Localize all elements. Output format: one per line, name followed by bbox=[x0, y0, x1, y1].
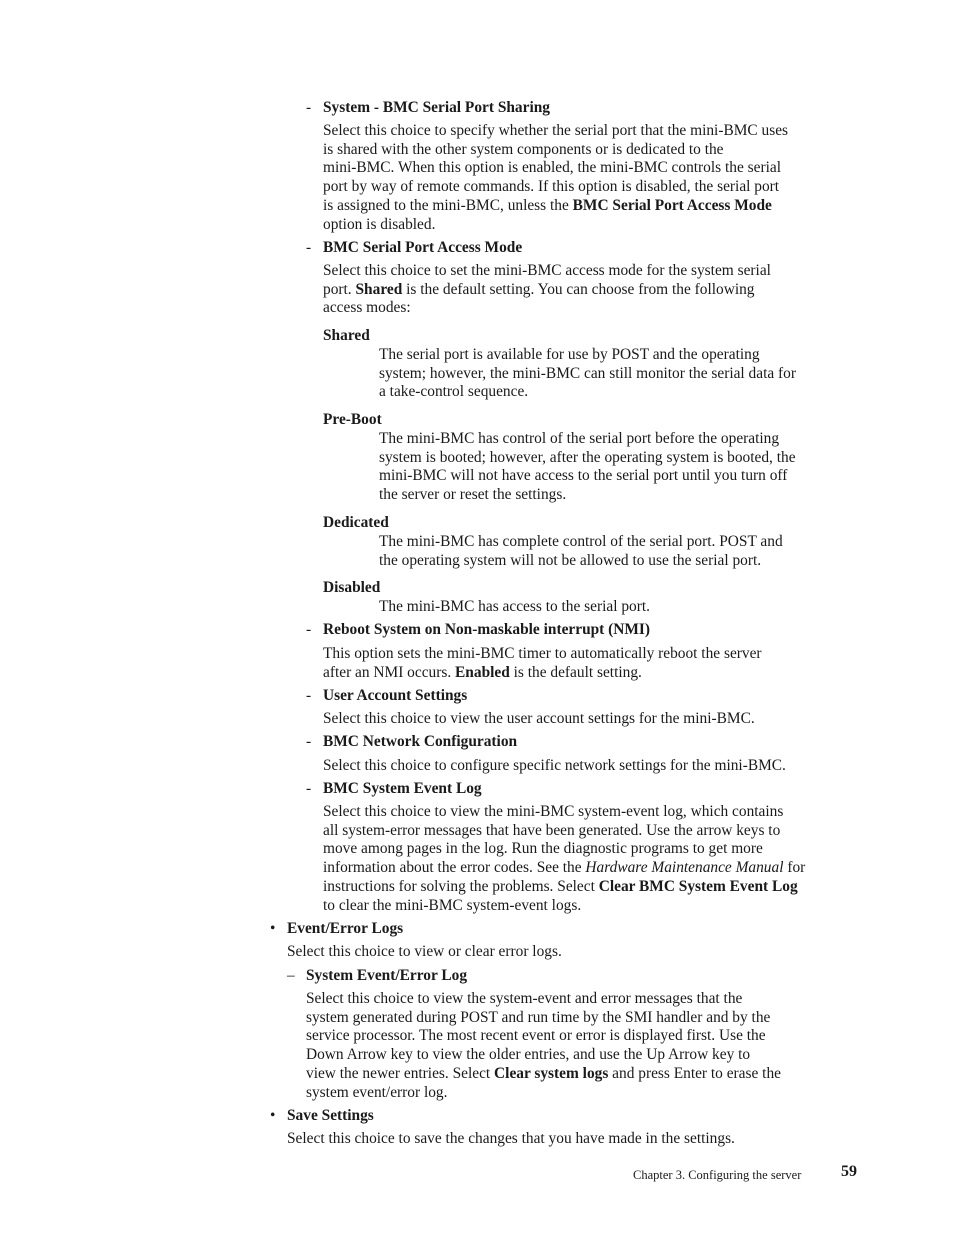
text-line: The mini-BMC has control of the serial port before the operating bbox=[379, 430, 780, 447]
text-line: to clear the mini-BMC system-event logs. bbox=[323, 896, 582, 914]
paragraph-user-account-settings bbox=[323, 710, 755, 729]
text-line bbox=[323, 197, 788, 216]
text-line: all system-error messages that have been generated. Use the arrow keys to bbox=[323, 821, 781, 839]
heading-save-settings: Save Settings bbox=[287, 1107, 374, 1124]
text-line: move among pages in the log. Run the diagnostic programs to get more bbox=[323, 840, 763, 858]
text-line: The mini-BMC has complete control of the serial port. POST and bbox=[379, 533, 783, 550]
bold-term: Clear system logs bbox=[494, 1064, 609, 1082]
italic-manual-title: Hardware Maintenance Manual bbox=[585, 859, 784, 877]
text-line: system generated during POST and run time by the SMI handler and by the bbox=[306, 1008, 771, 1026]
text-run: is assigned to the mini-BMC, unless the bbox=[323, 196, 573, 214]
text-line: Select this choice to view the user account settings for the mini-BMC. bbox=[323, 710, 755, 727]
dash-marker: - bbox=[306, 239, 312, 256]
text-line: a take-control sequence. bbox=[379, 383, 529, 401]
text-run: after an NMI occurs. bbox=[323, 663, 456, 681]
en-dash-marker: – bbox=[287, 967, 295, 984]
text-run: for bbox=[783, 859, 806, 877]
text-line: mini-BMC will not have access to the serial port until you turn off bbox=[379, 467, 788, 485]
text-line: Select this choice to view or clear error logs. bbox=[287, 943, 562, 960]
heading-access-mode: BMC Serial Port Access Mode bbox=[323, 239, 523, 256]
text-line bbox=[323, 664, 762, 683]
text-run: is the default setting. bbox=[509, 663, 642, 681]
text-line: option is disabled. bbox=[323, 215, 436, 233]
term-pre-boot: Pre-Boot bbox=[323, 411, 382, 428]
text-run: port. bbox=[323, 280, 356, 298]
paragraph-event-error-logs bbox=[287, 943, 562, 962]
dash-marker: - bbox=[306, 99, 312, 116]
dash-marker: - bbox=[306, 733, 312, 750]
text-run: information about the error codes. See the bbox=[323, 859, 586, 877]
text-line: Select this choice to save the changes that you have made in the settings. bbox=[287, 1130, 735, 1147]
page-number: 59 bbox=[841, 1163, 857, 1180]
dash-marker: - bbox=[306, 687, 312, 704]
text-run: and press Enter to erase the bbox=[608, 1064, 781, 1082]
bold-term: Shared bbox=[355, 280, 403, 298]
text-line: the server or reset the settings. bbox=[379, 486, 567, 504]
text-line: Select this choice to specify whether the serial port that the mini-BMC uses bbox=[323, 122, 789, 139]
term-disabled: Disabled bbox=[323, 579, 381, 596]
text-line: system event/error log. bbox=[306, 1083, 448, 1101]
text-line: system is booted; however, after the operating system is booted, the bbox=[379, 448, 796, 466]
paragraph-system-event-error-log bbox=[306, 990, 781, 1102]
heading-bmc-system-event-log: BMC System Event Log bbox=[323, 780, 482, 797]
text-line: port by way of remote commands. If this option is disabled, the serial port bbox=[323, 178, 780, 196]
text-line: This option sets the mini-BMC timer to automatically reboot the server bbox=[323, 645, 762, 662]
paragraph-bmc-serial-port-sharing bbox=[323, 122, 788, 234]
heading-bmc-network-configuration: BMC Network Configuration bbox=[323, 733, 518, 750]
heading-event-error-logs: Event/Error Logs bbox=[287, 920, 404, 937]
bullet-marker: • bbox=[270, 920, 276, 937]
text-run: instructions for solving the problems. Select bbox=[323, 877, 599, 895]
text-line bbox=[306, 1065, 781, 1084]
paragraph-access-mode bbox=[323, 262, 771, 318]
text-line: Down Arrow key to view the older entries, and use the Up Arrow key to bbox=[306, 1046, 751, 1064]
text-line: system; however, the mini-BMC can still monitor the serial data for bbox=[379, 364, 796, 382]
text-line bbox=[323, 878, 805, 897]
text-line: service processor. The most recent event or error is displayed first. Use the bbox=[306, 1027, 766, 1045]
definition-pre-boot bbox=[379, 430, 796, 505]
dash-marker: - bbox=[306, 780, 312, 797]
text-run: view the newer entries. Select bbox=[306, 1064, 495, 1082]
paragraph-save-settings bbox=[287, 1130, 735, 1149]
text-run: is the default setting. You can choose from the following bbox=[402, 280, 755, 298]
text-line: mini-BMC. When this option is enabled, the mini-BMC controls the serial bbox=[323, 159, 781, 177]
definition-dedicated bbox=[379, 533, 783, 570]
text-line bbox=[323, 859, 805, 878]
dash-marker: - bbox=[306, 621, 312, 638]
heading-reboot-nmi: Reboot System on Non-maskable interrupt (NMI) bbox=[323, 621, 651, 638]
bold-term: Clear BMC System Event Log bbox=[598, 877, 798, 895]
text-line: The serial port is available for use by POST and the operating bbox=[379, 346, 760, 363]
paragraph-bmc-network-configuration bbox=[323, 757, 786, 776]
definition-shared bbox=[379, 346, 796, 402]
text-line: access modes: bbox=[323, 299, 411, 317]
heading-system-event-error-log: System Event/Error Log bbox=[306, 967, 468, 984]
bold-term: Enabled bbox=[455, 663, 510, 681]
footer-chapter-title: Chapter 3. Configuring the server bbox=[633, 1168, 802, 1182]
text-line bbox=[323, 281, 771, 300]
definition-disabled bbox=[379, 598, 650, 617]
term-dedicated: Dedicated bbox=[323, 514, 389, 531]
text-line: Select this choice to configure specific network settings for the mini-BMC. bbox=[323, 757, 786, 774]
text-line: is shared with the other system components or is dedicated to the bbox=[323, 140, 724, 158]
heading-bmc-serial-port-sharing: System - BMC Serial Port Sharing bbox=[323, 99, 550, 116]
text-line: Select this choice to view the system-event and error messages that the bbox=[306, 990, 743, 1007]
text-line: the operating system will not be allowed to use the serial port. bbox=[379, 551, 762, 569]
text-line: Select this choice to set the mini-BMC access mode for the system serial bbox=[323, 262, 771, 279]
bullet-marker: • bbox=[270, 1107, 276, 1124]
paragraph-reboot-nmi bbox=[323, 645, 762, 682]
text-line: The mini-BMC has access to the serial port. bbox=[379, 598, 650, 615]
text-line: Select this choice to view the mini-BMC system-event log, which contains bbox=[323, 803, 784, 820]
term-shared: Shared bbox=[323, 327, 370, 344]
bold-term: BMC Serial Port Access Mode bbox=[572, 196, 772, 214]
heading-user-account-settings: User Account Settings bbox=[323, 687, 468, 704]
paragraph-bmc-system-event-log bbox=[323, 803, 805, 915]
